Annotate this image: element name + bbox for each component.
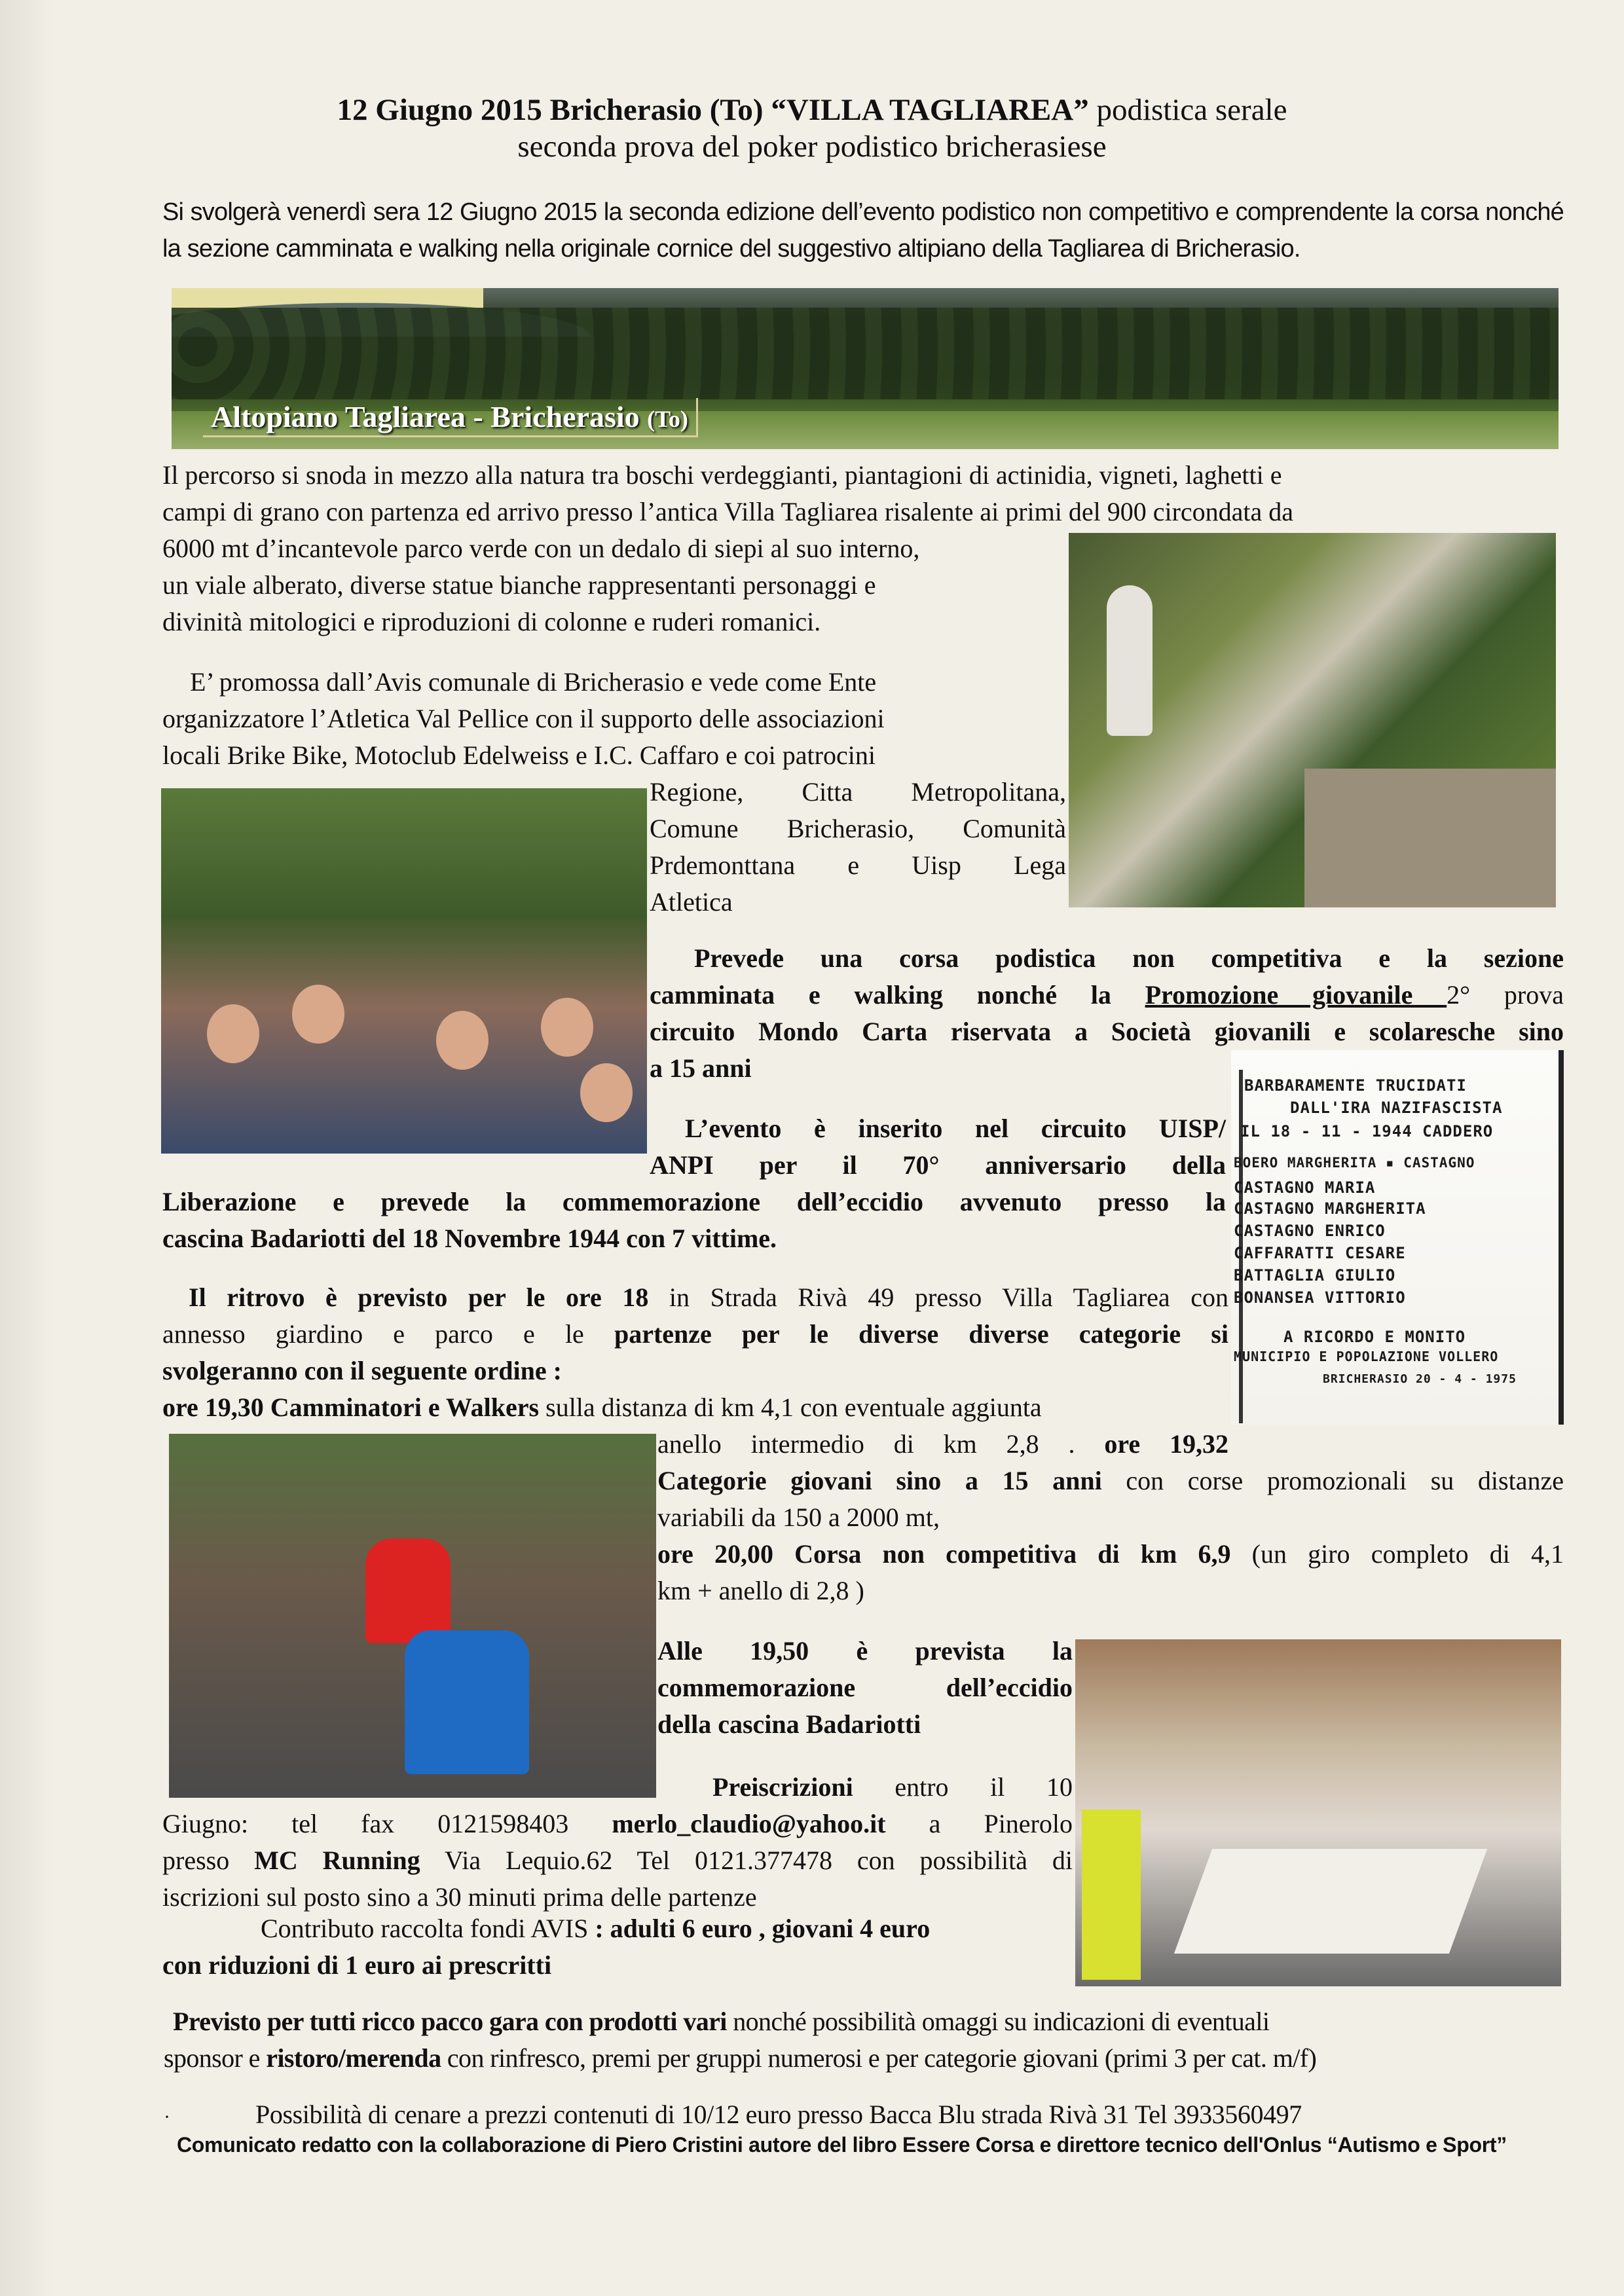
ritrovo-l5-bold: ore 19,32 bbox=[1104, 1429, 1228, 1459]
previsto-l2-b: con rinfresco, premi per gruppi numerosi e per categorie giovani (primi 3 per cat. m/f) bbox=[441, 2043, 1317, 2073]
contributo-line1 bbox=[162, 1910, 1073, 1947]
prevede-line2-a: camminata e walking nonché la bbox=[650, 980, 1145, 1010]
cena-text: Possibilità di cenare a prezzi contenuti di 10/12 euro presso Bacca Blu strada Rivà 31 Tel 3933560497 bbox=[255, 2100, 1302, 2129]
preiscrizioni-l2-b: a Pinerolo bbox=[885, 1809, 1073, 1838]
prevede-line3: circuito Mondo Carta riservata a Società giovanili e scolaresche sino bbox=[650, 1017, 1564, 1046]
preiscrizioni-l3-b: Via Lequio.62 Tel 0121.377478 con possibilità di bbox=[420, 1846, 1073, 1875]
buffet-photo bbox=[1075, 1639, 1561, 1986]
alle-line2: commemorazione dell’eccidio bbox=[657, 1673, 1073, 1702]
prevede-line4: a 15 anni bbox=[650, 1053, 752, 1083]
contact-email-text: merlo_claudio@yahoo.it bbox=[612, 1809, 886, 1838]
ritrovo-l4-bold: ore 19,30 Camminatori e Walkers bbox=[162, 1393, 540, 1422]
promossa-paragraph-cont bbox=[650, 774, 1066, 920]
promossa-line7: Atletica bbox=[650, 887, 733, 917]
ritrovo-l1-rest: in Strada Rivà 49 presso Villa Tagliarea con bbox=[648, 1283, 1228, 1312]
plaque-line: BRICHERASIO 20 - 4 - 1975 bbox=[1323, 1372, 1517, 1386]
title-line1-bold: 12 Giugno 2015 Bricherasio (To) “VILLA TAGLIAREA” bbox=[337, 93, 1089, 127]
previsto-l2-a: sponsor e bbox=[164, 2043, 267, 2073]
ritrovo-l8-bold: ore 20,00 Corsa non competitiva di km 6,9 bbox=[657, 1539, 1231, 1569]
plaque-line: BATTAGLIA GIULIO bbox=[1234, 1266, 1396, 1285]
evento-line1: L’evento è inserito nel circuito UISP/ bbox=[685, 1114, 1226, 1143]
ritrovo-l1-bold: Il ritrovo è previsto per le ore 18 bbox=[189, 1283, 649, 1312]
contributo-l1-a: Contributo raccolta fondi AVIS bbox=[261, 1914, 595, 1943]
cena-line bbox=[164, 2098, 1565, 2134]
ritrovo-line6 bbox=[657, 1463, 1564, 1499]
preiscrizioni-line4: iscrizioni sul posto sino a 30 minuti prima delle partenze bbox=[162, 1882, 757, 1912]
ritrovo-paragraph-cont2 bbox=[657, 1463, 1564, 1609]
plaque-line: A RICORDO E MONITO bbox=[1283, 1328, 1466, 1346]
banner-caption-small: (To) bbox=[647, 406, 688, 432]
promossa-line1: E’ promossa dall’Avis comunale di Bricherasio e vede come Ente bbox=[190, 667, 877, 697]
preiscrizioni-l2-a: Giugno: tel fax 0121598403 bbox=[162, 1809, 612, 1838]
ritrovo-l6-bold: Categorie giovani sino a 15 anni bbox=[657, 1466, 1102, 1495]
promozione-giovanile-text: Promozione giovanile bbox=[1145, 980, 1447, 1010]
banner-caption bbox=[203, 398, 698, 437]
prevede-line2-b: 2° prova bbox=[1447, 980, 1564, 1010]
plaque-line: CASTAGNO MARIA bbox=[1234, 1178, 1376, 1197]
alle-line1: Alle 19,50 è prevista la bbox=[657, 1636, 1073, 1666]
percorso-line1: Il percorso si snoda in mezzo alla natura tra boschi verdeggianti, piantagioni di actinidia, vigneti, laghetti e bbox=[162, 460, 1282, 490]
promossa-paragraph bbox=[162, 664, 1066, 774]
villa-garden-photo bbox=[1069, 533, 1556, 907]
plaque-line: CASTAGNO ENRICO bbox=[1234, 1222, 1386, 1240]
preiscrizioni-l3-a: presso bbox=[162, 1846, 255, 1875]
promossa-line3: locali Brike Bike, Motoclub Edelweiss e I.C. Caffaro e coi patrocini bbox=[162, 740, 876, 770]
intro-paragraph: Si svolgerà venerdì sera 12 Giugno 2015 la seconda edizione dell’evento podistico non competitivo e comprendente la corsa nonché la sezione camminata e walking nella originale cornice del suggestivo altipiano della Tagliarea di Bricherasio. bbox=[162, 198, 1564, 263]
plaque-line: CAFFARATTI CESARE bbox=[1234, 1244, 1406, 1262]
ritrovo-line8 bbox=[657, 1536, 1564, 1573]
plaque-line: BONANSEA VITTORIO bbox=[1234, 1288, 1406, 1307]
ritrovo-l2-bold: partenze per le diverse diverse categorie si bbox=[614, 1319, 1228, 1349]
preiscrizioni-line1 bbox=[162, 1769, 1073, 1806]
ritrovo-line3 bbox=[162, 1353, 1228, 1389]
plaque-line: IL 18 - 11 - 1944 CADDERO bbox=[1240, 1122, 1494, 1140]
bullet-glyph: · bbox=[164, 2106, 170, 2128]
title-line1-rest: podistica serale bbox=[1088, 93, 1287, 127]
ritrovo-line1 bbox=[162, 1279, 1228, 1316]
runners-photo bbox=[169, 1434, 656, 1798]
plaque-line: DALL'IRA NAZIFASCISTA bbox=[1290, 1099, 1503, 1117]
ritrovo-l5-a: anello intermedio di km 2,8 . bbox=[657, 1429, 1105, 1459]
promossa-line6: Prdemonttana e Uisp Lega bbox=[650, 850, 1066, 880]
evento-paragraph-cont bbox=[162, 1184, 1226, 1257]
plaque-line: BOERO MARGHERITA ▪ CASTAGNO bbox=[1234, 1155, 1475, 1171]
preiscrizioni-l1-bold: Preiscrizioni bbox=[712, 1772, 853, 1802]
ritrovo-line2 bbox=[162, 1316, 1228, 1353]
ritrovo-line5 bbox=[657, 1426, 1228, 1463]
prevede-line2 bbox=[650, 977, 1564, 1013]
preiscrizioni-line2 bbox=[162, 1806, 1073, 1842]
previsto-line1 bbox=[173, 2003, 1564, 2040]
previsto-l1-rest: nonché possibilità omaggi su indicazioni di eventuali bbox=[726, 2007, 1270, 2036]
preiscrizioni-line3 bbox=[162, 1842, 1073, 1879]
ritrovo-l3-bold: svolgeranno con il seguente ordine : bbox=[162, 1356, 562, 1385]
promossa-line4: Regione, Citta Metropolitana, bbox=[650, 777, 1066, 807]
percorso-line5: divinità mitologici e riproduzioni di colonne e ruderi romanici. bbox=[162, 607, 821, 636]
percorso-line2: campi di grano con partenza ed arrivo presso l’antica Villa Tagliarea risalente ai primi del 900 circondata da bbox=[162, 497, 1294, 526]
plaque-line: BARBARAMENTE TRUCIDATI bbox=[1244, 1076, 1467, 1095]
page-title bbox=[164, 92, 1460, 165]
ritrovo-line9: km + anello di 2,8 ) bbox=[657, 1576, 864, 1605]
evento-line3: Liberazione e prevede la commemorazione dell’eccidio avvenuto presso la bbox=[162, 1187, 1226, 1216]
evento-line2: ANPI per il 70° anniversario della bbox=[650, 1150, 1226, 1180]
contributo-l1-bold: : adulti 6 euro , giovani 4 euro bbox=[595, 1914, 931, 1943]
percorso-paragraph-cont bbox=[162, 530, 1066, 640]
evento-paragraph bbox=[650, 1110, 1226, 1184]
ritrovo-line4 bbox=[162, 1389, 1228, 1426]
scan-edge bbox=[0, 0, 56, 2296]
comunicato-note: Comunicato redatto con la collaborazione di Piero Cristini autore del libro Essere Corsa e direttore tecnico dell'Onlus “Autismo e Sport” bbox=[177, 2133, 1507, 2157]
contributo-l2-bold: con riduzioni di 1 euro ai prescritti bbox=[162, 1950, 552, 1980]
prevede-line1: Prevede una corsa podistica non competitiva e la sezione bbox=[694, 943, 1564, 973]
banner-photo bbox=[172, 288, 1559, 449]
ritrovo-l2-a: annesso giardino e parco e le bbox=[162, 1319, 614, 1349]
previsto-paragraph bbox=[164, 2003, 1564, 2077]
previsto-l2-bold: ristoro/merenda bbox=[266, 2043, 441, 2073]
preiscrizioni-l1-rest: entro il 10 bbox=[853, 1772, 1073, 1802]
preiscrizioni-paragraph bbox=[162, 1769, 1073, 1916]
previsto-line2 bbox=[164, 2040, 1564, 2077]
ritrovo-line7: variabili da 150 a 2000 mt, bbox=[657, 1503, 940, 1532]
ritrovo-l4-rest: sulla distanza di km 4,1 con eventuale aggiunta bbox=[539, 1393, 1042, 1422]
promossa-line2: organizzatore l’Atletica Val Pellice con il supporto delle associazioni bbox=[162, 704, 885, 733]
title-line2: seconda prova del poker podistico bricherasiese bbox=[517, 130, 1107, 164]
percorso-line3: 6000 mt d’incantevole parco verde con un dedalo di siepi al suo interno, bbox=[162, 534, 920, 563]
crowd-photo bbox=[161, 788, 647, 1154]
ritrovo-paragraph-cont bbox=[657, 1426, 1228, 1463]
contributo-line2 bbox=[162, 1947, 1073, 1984]
banner-caption-main: Altopiano Tagliarea - Bricherasio bbox=[211, 400, 640, 433]
evento-line4: cascina Badariotti del 18 Novembre 1944 con 7 vittime. bbox=[162, 1224, 777, 1253]
contributo-paragraph bbox=[162, 1910, 1073, 1984]
promossa-line5: Comune Bricherasio, Comunità bbox=[650, 814, 1066, 843]
alle-paragraph bbox=[657, 1633, 1073, 1743]
alle-line3: della cascina Badariotti bbox=[657, 1709, 921, 1739]
ritrovo-paragraph bbox=[162, 1279, 1228, 1426]
memorial-plaque-photo bbox=[1231, 1050, 1564, 1425]
ritrovo-l8-rest: (un giro completo di 4,1 bbox=[1230, 1539, 1564, 1569]
percorso-paragraph bbox=[162, 457, 1564, 530]
percorso-line4: un viale alberato, diverse statue bianche rappresentanti personaggi e bbox=[162, 570, 876, 600]
preiscrizioni-l3-bold: MC Running bbox=[254, 1846, 420, 1875]
ritrovo-l6-rest: con corse promozionali su distanze bbox=[1101, 1466, 1564, 1495]
plaque-line: CASTAGNO MARGHERITA bbox=[1234, 1199, 1426, 1218]
previsto-l1-bold: Previsto per tutti ricco pacco gara con prodotti vari bbox=[173, 2007, 727, 2036]
plaque-line: MUNICIPIO E POPOLAZIONE VOLLERO bbox=[1234, 1349, 1499, 1364]
